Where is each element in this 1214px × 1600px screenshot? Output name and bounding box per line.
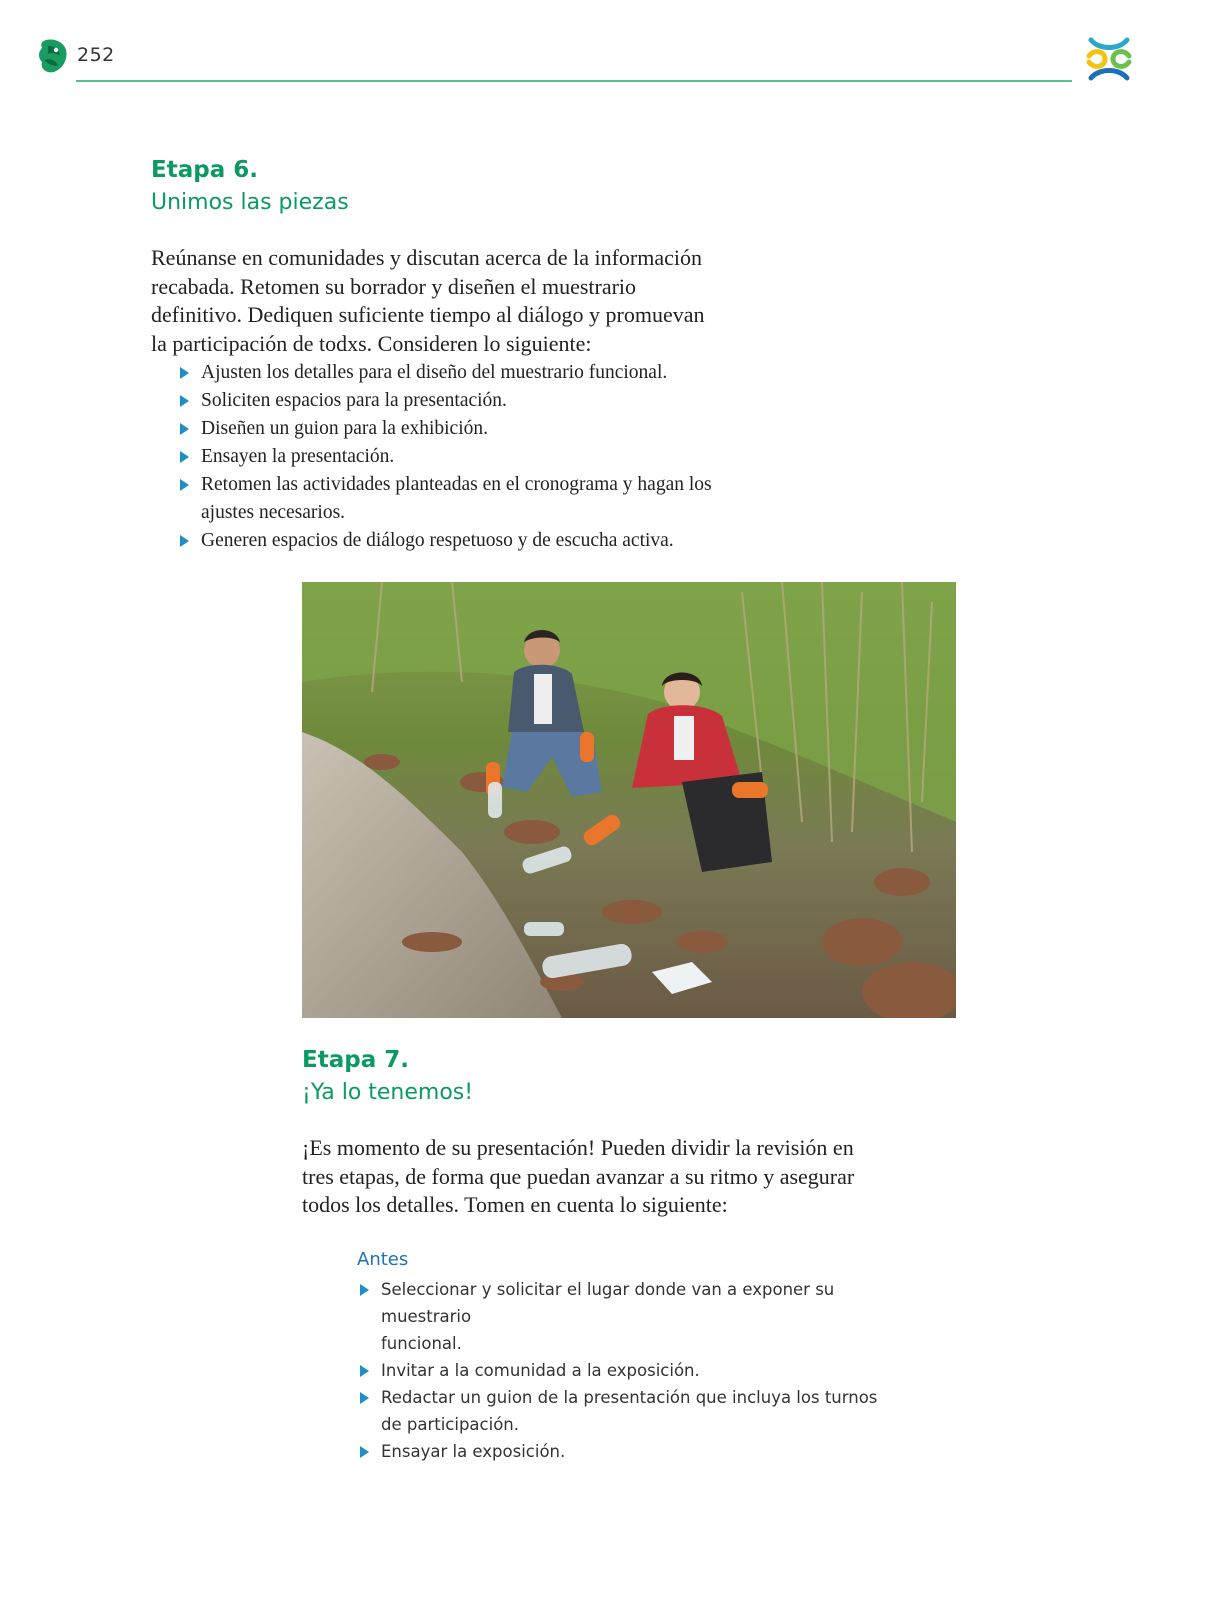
list-item: Generen espacios de diálogo respetuoso y de escucha activa. — [177, 527, 777, 555]
list-item: Ensayar la exposición. — [357, 1438, 917, 1465]
list-item: Ensayen la presentación. — [177, 443, 777, 471]
stage-7-number: Etapa 7. — [302, 1047, 409, 1073]
page-number: 252 — [77, 44, 115, 66]
list-item: Seleccionar y solicitar el lugar donde van a exponer su muestrario funcional. — [357, 1276, 917, 1357]
list-item: Ajusten los detalles para el diseño del muestrario funcional. — [177, 359, 777, 387]
stage-7-title: ¡Ya lo tenemos! — [302, 1080, 474, 1105]
bullet-arrow-icon — [360, 1446, 369, 1458]
bullet-arrow-icon — [180, 423, 189, 435]
bullet-arrow-icon — [360, 1284, 369, 1296]
subheading-antes: Antes — [357, 1249, 409, 1270]
bullet-arrow-icon — [360, 1392, 369, 1404]
header-rule — [76, 80, 1072, 82]
stage-7-list — [357, 1276, 917, 1465]
bullet-arrow-icon — [180, 479, 189, 491]
list-item: Diseñen un guion para la exhibición. — [177, 415, 777, 443]
list-item: Retomen las actividades planteadas en el cronograma y hagan los ajustes necesarios. — [177, 471, 777, 527]
bullet-arrow-icon — [180, 395, 189, 407]
bullet-arrow-icon — [180, 451, 189, 463]
book-series-logo-icon — [36, 38, 70, 74]
bullet-arrow-icon — [180, 367, 189, 379]
stage-6-title: Unimos las piezas — [151, 190, 349, 215]
stage-7-intro: ¡Es momento de su presentación! Pueden dividir la revisión en tres etapas, de forma que puedan avanzar a su ritmo y asegurar todos los detalles. Tomen en cuenta lo siguiente: — [302, 1135, 855, 1217]
list-item: Redactar un guion de la presentación que incluya los turnos de participación. — [357, 1384, 917, 1438]
stage-6-intro: Reúnanse en comunidades y discutan acerca de la información recabada. Retomen su borrador y diseñen el muestrario definitivo. Dediquen suficiente tiempo al diálogo y promuevan la participación de todxs. Consideren lo siguiente: — [151, 245, 705, 356]
bullet-arrow-icon — [360, 1365, 369, 1377]
list-item: Soliciten espacios para la presentación. — [177, 387, 777, 415]
photo-volunteers-cleaning-riverbank — [302, 582, 956, 1018]
bullet-arrow-icon — [180, 535, 189, 547]
community-logo-icon — [1083, 34, 1135, 84]
list-item: Invitar a la comunidad a la exposición. — [357, 1357, 917, 1384]
stage-6-list — [177, 359, 777, 555]
stage-6-number: Etapa 6. — [151, 157, 258, 183]
